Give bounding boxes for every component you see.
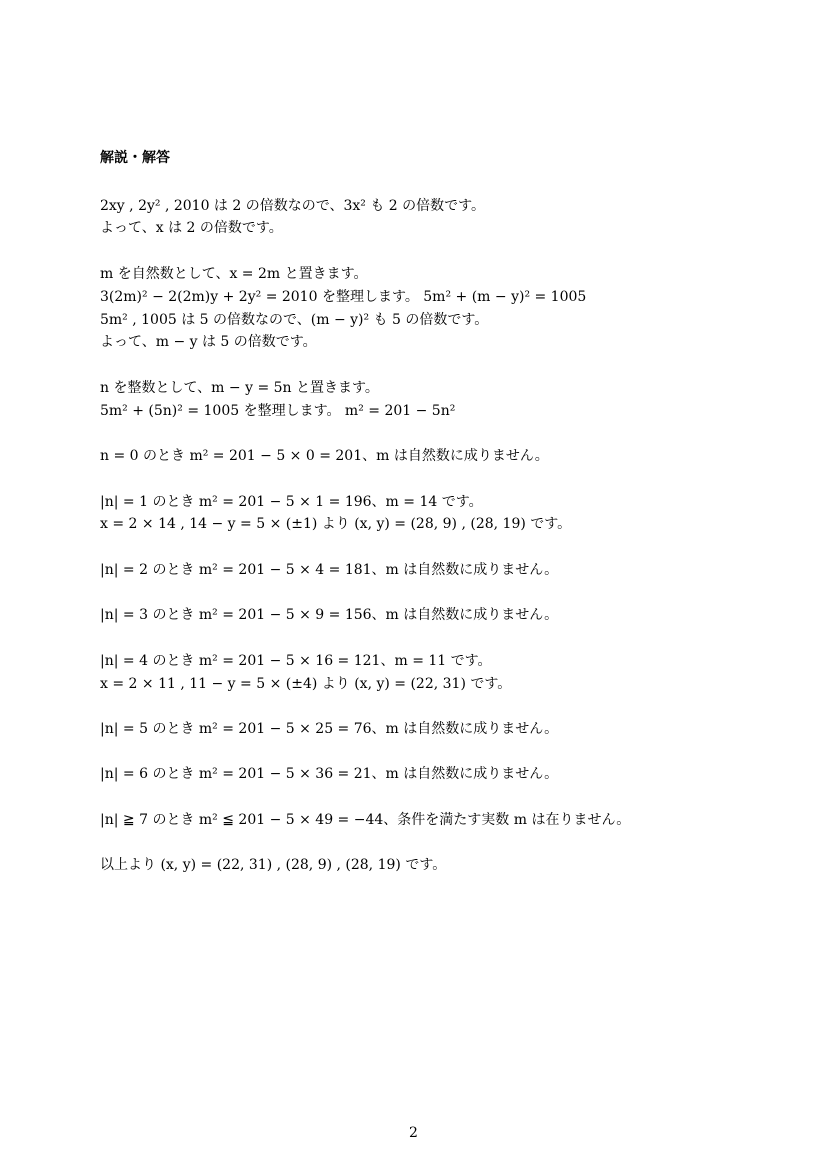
text-line: x = 2 × 11 , 11 − y = 5 × (±4) より (x, y) = (22, 31) です。 bbox=[100, 676, 512, 692]
text-line: |n| = 2 のとき m² = 201 − 5 × 4 = 181、m は自然数に成りません。 bbox=[100, 562, 559, 578]
text-line: 以上より (x, y) = (22, 31) , (28, 9) , (28, 19) です。 bbox=[100, 857, 447, 873]
text-line: x = 2 × 14 , 14 − y = 5 × (±1) より (x, y) = (28, 9) , (28, 19) です。 bbox=[100, 516, 572, 532]
text-line: n = 0 のとき m² = 201 − 5 × 0 = 201、m は自然数に成りません。 bbox=[100, 448, 549, 464]
text-line: よって、m − y は 5 の倍数です。 bbox=[100, 334, 317, 350]
page-number: 2 bbox=[409, 1125, 418, 1141]
text-line: |n| = 3 のとき m² = 201 − 5 × 9 = 156、m は自然数に成りません。 bbox=[100, 607, 559, 623]
text-line: |n| = 1 のとき m² = 201 − 5 × 1 = 196、m = 14 です。 bbox=[100, 494, 483, 510]
text-line: |n| = 5 のとき m² = 201 − 5 × 25 = 76、m は自然数に成りません。 bbox=[100, 721, 559, 737]
text-line: 5m² + (5n)² = 1005 を整理します。 m² = 201 − 5n² bbox=[100, 403, 456, 419]
text-line: |n| = 6 のとき m² = 201 − 5 × 36 = 21、m は自然数に成りません。 bbox=[100, 766, 559, 782]
text-line: 5m² , 1005 は 5 の倍数なので、(m − y)² も 5 の倍数です。 bbox=[100, 312, 489, 328]
section-heading: 解説・解答 bbox=[100, 150, 170, 166]
text-line: |n| = 4 のとき m² = 201 − 5 × 16 = 121、m = 11 です。 bbox=[100, 653, 492, 669]
text-line: 3(2m)² − 2(2m)y + 2y² = 2010 を整理します。 5m² + (m − y)² = 1005 bbox=[100, 289, 587, 305]
text-line: m を自然数として、x = 2m と置きます。 bbox=[100, 266, 368, 282]
text-line: 2xy , 2y² , 2010 は 2 の倍数なので、3x² も 2 の倍数です。 bbox=[100, 198, 486, 214]
text-line: n を整数として、m − y = 5n と置きます。 bbox=[100, 380, 379, 396]
text-line: よって、x は 2 の倍数です。 bbox=[100, 220, 283, 236]
text-line: |n| ≧ 7 のとき m² ≦ 201 − 5 × 49 = −44、条件を満たす実数 m は在りません。 bbox=[100, 812, 631, 828]
